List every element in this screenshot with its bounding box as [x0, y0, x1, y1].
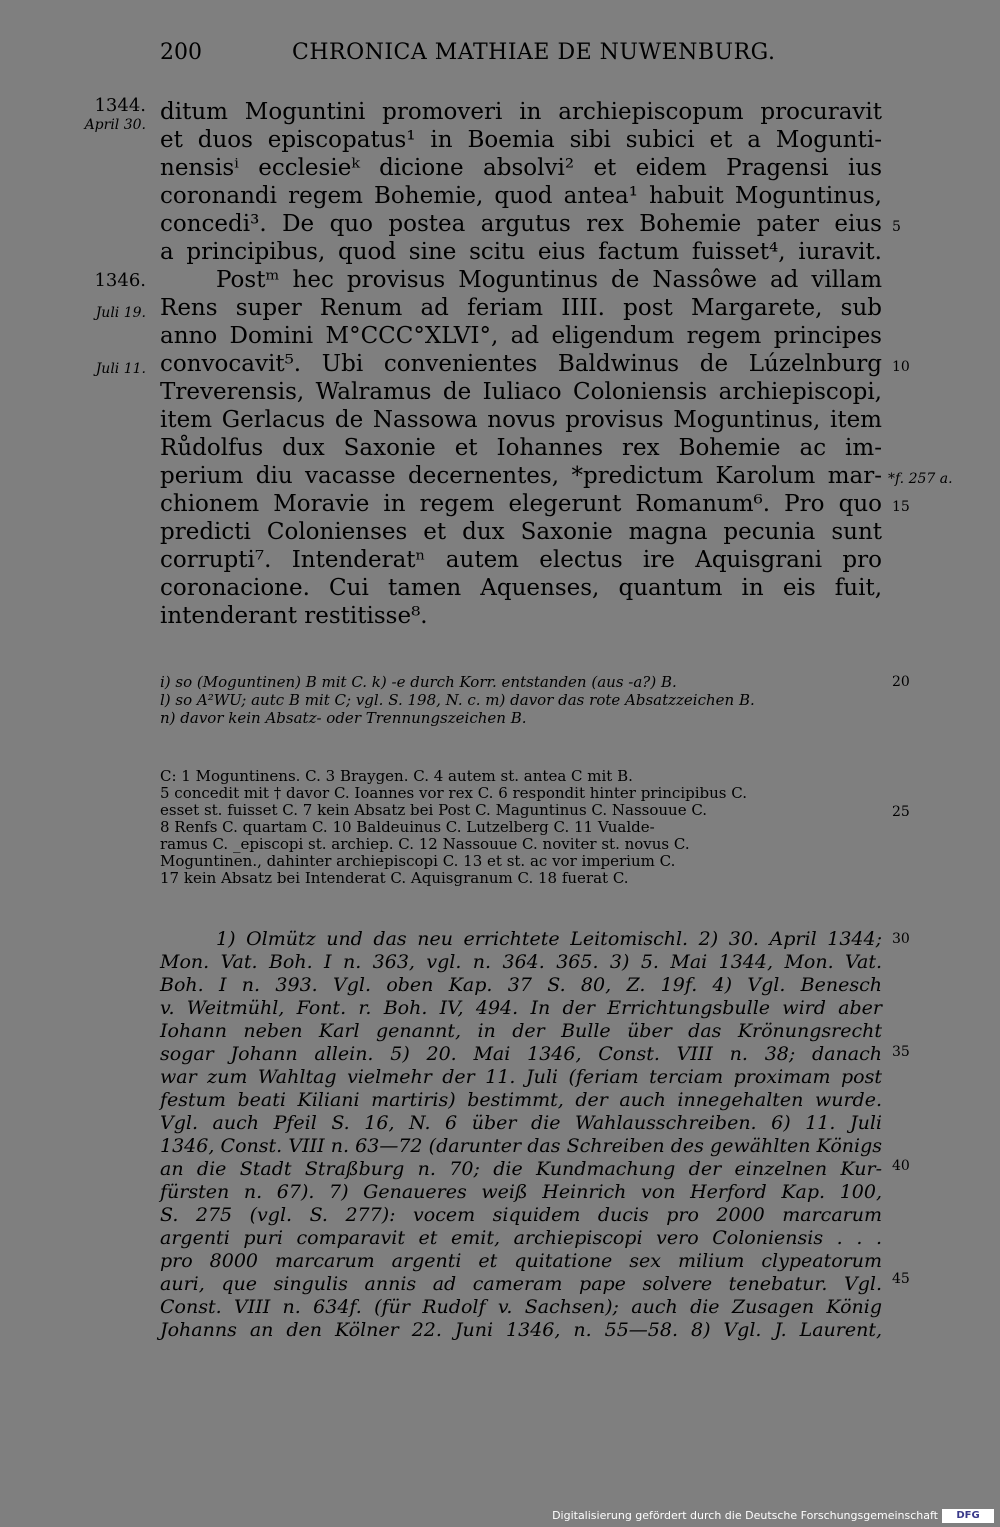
apparatus-line: Moguntinen., dahinter archiepiscopi C. 13 et st. ac vor imperium C. — [160, 852, 676, 870]
text-line: chionem Moravie in regem elegerunt Romanum⁶. Pro quo — [160, 491, 882, 517]
line-number: 15 — [892, 499, 910, 515]
text-line: nensisⁱ ecclesieᵏ dicione absolvi² et eidem Pragensi ius — [160, 155, 882, 181]
apparatus-line: C: 1 Moguntinens. C. 3 Braygen. C. 4 autem st. antea C mit B. — [160, 767, 633, 785]
margin-year: 1344. — [94, 95, 146, 116]
apparatus-line: n) davor kein Absatz- oder Trennungszeichen B. — [160, 709, 527, 727]
footnote-line: Mon. Vat. Boh. I n. 363, vgl. n. 364. 365. 3) 5. Mai 1344, Mon. Vat. — [160, 951, 882, 973]
footnote-line: Iohann neben Karl genannt, in der Bulle über das Krönungsrecht — [160, 1020, 882, 1042]
footnote-line: argenti puri comparavit et emit, archiepiscopi vero Coloniensis . . . — [160, 1227, 882, 1249]
folio-marker: *f. 257 a. — [888, 471, 953, 487]
text-line: anno Domini M°CCC°XLVI°, ad eligendum regem principes — [160, 323, 882, 349]
line-number: 40 — [892, 1158, 910, 1174]
footnote-line: war zum Wahltag vielmehr der 11. Juli (feriam terciam proximam post — [160, 1066, 882, 1088]
line-number: 25 — [892, 804, 910, 820]
text-line: Růdolfus dux Saxonie et Iohannes rex Bohemie ac im- — [160, 435, 882, 461]
footnote-line: an die Stadt Straßburg n. 70; die Kundmachung der einzelnen Kur- — [160, 1158, 882, 1180]
line-number: 5 — [892, 219, 901, 235]
footnote-line: 1) Olmütz und das neu errichtete Leitomischl. 2) 30. April 1344; — [216, 928, 882, 950]
apparatus-line: 8 Renfs C. quartam C. 10 Baldeuinus C. Lutzelberg C. 11 Vualde- — [160, 818, 655, 836]
footnote-line: sogar Johann allein. 5) 20. Mai 1346, Const. VIII n. 38; danach — [160, 1043, 882, 1065]
footnote-line: pro 8000 marcarum argenti et quitatione sex milium clypeatorum — [160, 1250, 882, 1272]
text-line: intenderant restitisse⁸. — [160, 603, 428, 629]
text-line: ditum Moguntini promoveri in archiepiscopum procuravit — [160, 99, 882, 125]
apparatus-line: ramus C. _episcopi st. archiep. C. 12 Nassouue C. noviter st. novus C. — [160, 835, 690, 853]
footnote-line: 1346, Const. VIII n. 63—72 (darunter das Schreiben des gewählten Königs — [160, 1135, 882, 1157]
apparatus-line: 17 kein Absatz bei Intenderat C. Aquisgranum C. 18 fuerat C. — [160, 869, 629, 887]
text-line: predicti Colonienses et dux Saxonie magna pecunia sunt — [160, 519, 882, 545]
line-number: 10 — [892, 359, 910, 375]
apparatus-line: 5 concedit mit † davor C. Ioannes vor rex C. 6 respondit hinter principibus C. — [160, 784, 747, 802]
margin-date: April 30. — [84, 117, 146, 133]
digitization-credit: Digitalisierung gefördert durch die Deutsche Forschungsgemeinschaft — [552, 1509, 938, 1522]
line-number: 35 — [892, 1044, 910, 1060]
footnote-line: festum beati Kiliani martiris) bestimmt, der auch innegehalten wurde. — [160, 1089, 882, 1111]
text-line: corrupti⁷. Intenderatⁿ autem electus ire Aquisgrani pro — [160, 547, 882, 573]
text-line: Postᵐ hec provisus Moguntinus de Nassôwe ad villam — [216, 267, 882, 293]
footnote-line: v. Weitmühl, Font. r. Boh. IV, 494. In der Errichtungsbulle wird aber — [160, 997, 882, 1019]
apparatus-line: esset st. fuisset C. 7 kein Absatz bei Post C. Maguntinus C. Nassouue C. — [160, 801, 708, 819]
margin-date: Juli 19. — [95, 305, 146, 321]
text-line: coronandi regem Bohemie, quod antea¹ habuit Moguntinus, — [160, 183, 882, 209]
running-title: CHRONICA MATHIAE DE NUWENBURG. — [292, 40, 776, 65]
text-line: concedi³. De quo postea argutus rex Bohemie pater eius — [160, 211, 882, 237]
text-line: perium diu vacasse decernentes, *predictum Karolum mar- — [160, 463, 882, 489]
footnote-line: auri, que singulis annis ad cameram pape solvere tenebatur. Vgl. — [160, 1273, 882, 1295]
footnote-line: Const. VIII n. 634f. (für Rudolf v. Sachsen); auch die Zusagen König — [160, 1296, 882, 1318]
text-line: Rens super Renum ad feriam IIII. post Margarete, sub — [160, 295, 882, 321]
line-number: 20 — [892, 674, 910, 690]
margin-year: 1346. — [94, 270, 146, 291]
text-line: Treverensis, Walramus de Iuliaco Coloniensis archiepiscopi, — [160, 379, 882, 405]
text-line: convocavit⁵. Ubi convenientes Baldwinus de Lúzelnburg — [160, 351, 882, 377]
page-number: 200 — [160, 40, 202, 65]
text-line: et duos episcopatus¹ in Boemia sibi subici et a Mogunti- — [160, 127, 882, 153]
line-number: 30 — [892, 931, 910, 947]
text-line: item Gerlacus de Nassowa novus provisus Moguntinus, item — [160, 407, 882, 433]
text-line: coronacione. Cui tamen Aquenses, quantum in eis fuit, — [160, 575, 882, 601]
footnote-line: fürsten n. 67). 7) Genaueres weiß Heinrich von Herford Kap. 100, — [160, 1181, 882, 1203]
apparatus-line: i) so (Moguntinen) B mit C. k) -e durch Korr. entstanden (aus -a?) B. — [160, 673, 677, 691]
footnote-line: S. 275 (vgl. S. 277): vocem siquidem ducis pro 2000 marcarum — [160, 1204, 882, 1226]
text-line: a principibus, quod sine scitu eius factum fuisset⁴, iuravit. — [160, 239, 882, 265]
footnote-line: Johanns an den Kölner 22. Juni 1346, n. 55—58. 8) Vgl. J. Laurent, — [160, 1319, 882, 1341]
line-number: 45 — [892, 1271, 910, 1287]
dfg-logo: DFG — [942, 1509, 994, 1523]
apparatus-line: l) so A²WU; autc B mit C; vgl. S. 198, N. c. m) davor das rote Absatzzeichen B. — [160, 691, 755, 709]
margin-date: Juli 11. — [95, 361, 146, 377]
footnote-line: Boh. I n. 393. Vgl. oben Kap. 37 S. 80, Z. 19f. 4) Vgl. Benesch — [160, 974, 882, 996]
footnote-line: Vgl. auch Pfeil S. 16, N. 6 über die Wahlausschreiben. 6) 11. Juli — [160, 1112, 882, 1134]
